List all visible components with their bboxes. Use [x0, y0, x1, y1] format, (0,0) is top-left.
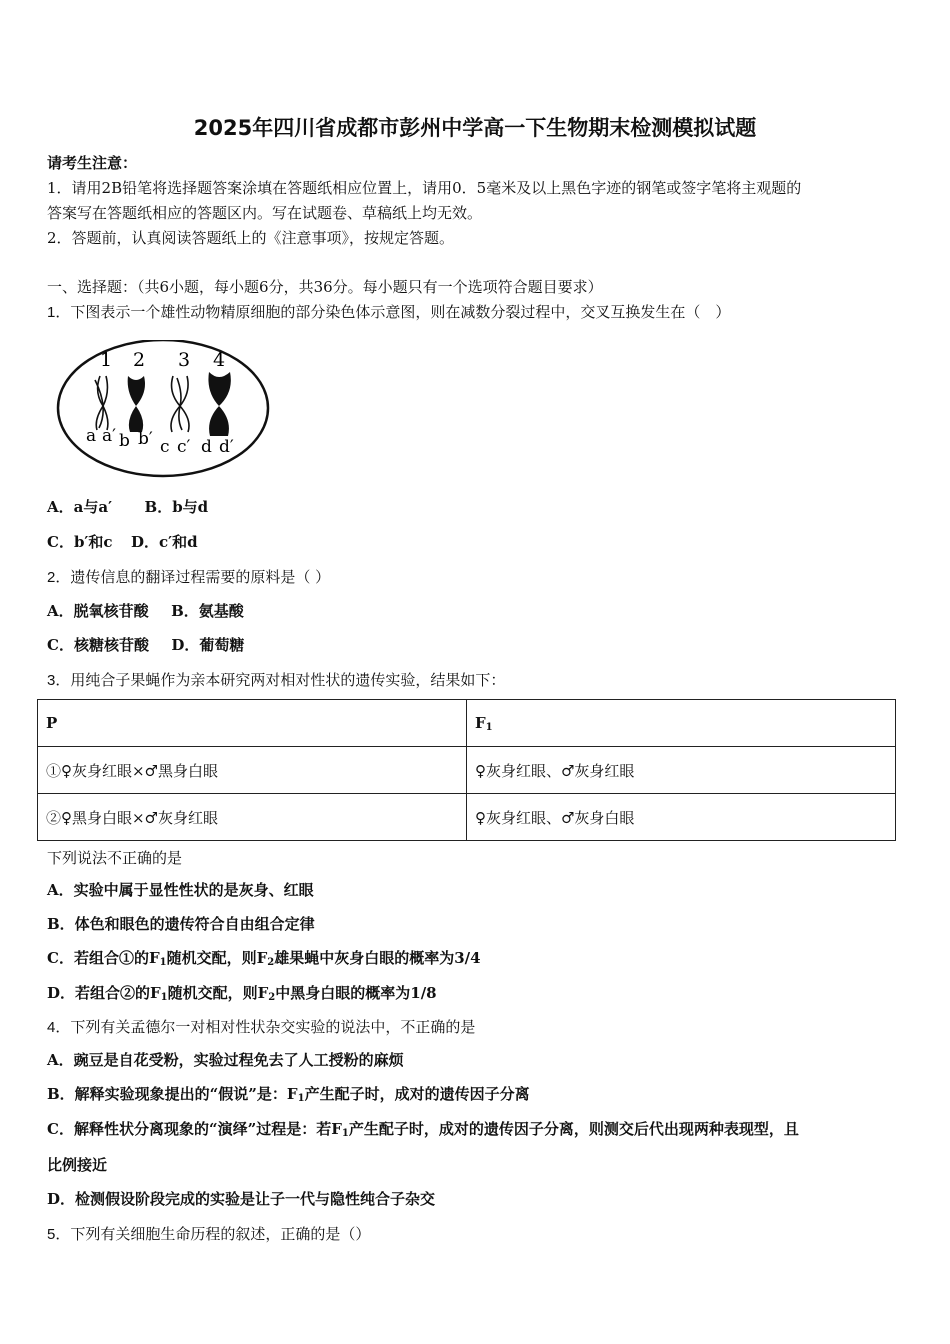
question-number: 1． — [47, 304, 71, 321]
chromosome-4 — [208, 372, 230, 436]
question-number: 2． — [47, 569, 71, 586]
question-2 — [47, 566, 330, 587]
question-stem: 下列有关细胞生命历程的叙述，正确的是（） — [70, 1225, 371, 1243]
table-header-row — [38, 700, 896, 747]
q2-option-a[interactable]: A．脱氧核苷酸 — [47, 602, 149, 620]
q3-prompt: 下列说法不正确的是 — [47, 849, 183, 867]
q3-option-b[interactable]: B．体色和眼色的遗传符合自由组合定律 — [47, 915, 315, 933]
question-stem: 下列有关孟德尔一对相对性状杂交实验的说法中，不正确的是 — [70, 1018, 476, 1036]
q1-option-b[interactable]: B．b与d — [144, 498, 209, 516]
gene-label-d: d — [201, 437, 212, 457]
chromosome-number-4: 4 — [212, 349, 226, 371]
q1-option-c[interactable]: C．b′和c — [47, 533, 113, 551]
notice-heading: 请考生注意： — [47, 154, 138, 172]
question-number: 3． — [47, 672, 71, 689]
chromosome-number-1: 1 — [99, 349, 113, 371]
chromosome-2 — [128, 376, 145, 432]
gene-label-b-prime: b′ — [138, 429, 153, 449]
chromosome-number-3: 3 — [177, 349, 191, 371]
gene-label-a: a — [86, 426, 97, 446]
section-heading: 一、选择题：（共6小题，每小题6分，共36分。每小题只有一个选项符合题目要求） — [47, 278, 603, 296]
q3-option-a[interactable]: A．实验中属于显性性状的是灰身、红眼 — [47, 881, 314, 899]
question-stem: 用纯合子果蝇作为亲本研究两对相对性状的遗传实验，结果如下： — [70, 671, 506, 689]
question-stem: 下图表示一个雄性动物精原细胞的部分染色体示意图，则在减数分裂过程中，交叉互换发生在（ ） — [70, 303, 731, 321]
gene-label-c-prime: c′ — [177, 437, 191, 457]
gene-label-b: b — [119, 431, 130, 451]
q3-option-d[interactable]: D．若组合②的$F_1$随机交配，则$F_2$中黑身白眼的概率为1/8 — [47, 984, 437, 1003]
question-stem: 遗传信息的翻译过程需要的原料是（ ） — [70, 568, 331, 586]
notice-line-2: 2．答题前，认真阅读答题纸上的《注意事项》，按规定答题。 — [47, 229, 455, 247]
q2-options-row-1 — [47, 600, 244, 621]
gene-label-d-prime: d′ — [219, 437, 234, 457]
q1-options-row-1 — [47, 496, 208, 517]
question-number: 4． — [47, 1019, 71, 1036]
table-header-p: P — [38, 700, 467, 747]
q3-option-c[interactable]: C．若组合①的$F_1$随机交配，则$F_2$雄果蝇中灰身白眼的概率为3/4 — [47, 949, 481, 968]
results-table — [37, 699, 896, 841]
table-cell-row1-f1: ♀灰身红眼、♂灰身红眼 — [467, 747, 896, 794]
table-row — [38, 747, 896, 794]
question-5 — [47, 1223, 370, 1244]
chromosome-number-2: 2 — [132, 349, 146, 371]
q2-option-d[interactable]: D．葡萄糖 — [171, 636, 245, 654]
table-cell-row1-p: ①♀灰身红眼×♂黑身白眼 — [38, 747, 467, 794]
q4-option-b[interactable]: B．解释实验现象提出的“假说”是：$F_1$产生配子时，成对的遗传因子分离 — [47, 1085, 530, 1104]
question-number: 5． — [47, 1226, 71, 1243]
gene-label-c: c — [160, 437, 170, 457]
table-cell-row2-f1: ♀灰身红眼、♂灰身白眼 — [467, 794, 896, 841]
q4-option-a[interactable]: A．豌豆是自花受粉，实验过程免去了人工授粉的麻烦 — [47, 1051, 404, 1069]
notice-line-1b: 答案写在答题纸相应的答题区内。写在试题卷、草稿纸上均无效。 — [47, 204, 483, 222]
q1-option-d[interactable]: D．c′和d — [130, 533, 198, 551]
chromosome-1 — [95, 376, 108, 430]
page-title: 2025年四川省成都市彭州中学高一下生物期末检测模拟试题 — [193, 116, 757, 140]
q1-options-row-2 — [47, 531, 198, 552]
q4-option-c-line2: 比例接近 — [47, 1156, 108, 1174]
gene-label-a-prime: a′ — [102, 426, 116, 446]
question-1 — [47, 301, 730, 322]
table-cell-row2-p: ②♀黑身白眼×♂灰身红眼 — [38, 794, 467, 841]
q4-option-c[interactable]: C．解释性状分离现象的“演绎”过程是：若$F_1$产生配子时，成对的遗传因子分离，则测交后代出现两种表现型，且 — [47, 1120, 799, 1139]
chromosome-diagram — [56, 340, 276, 480]
question-3 — [47, 669, 505, 690]
notice-line-1a: 1．请用2B铅笔将选择题答案涂填在答题纸相应位置上，请用0．5毫米及以上黑色字迹的钢笔或签字笔将主观题的 — [47, 179, 802, 197]
q2-option-c[interactable]: C．核糖核苷酸 — [47, 636, 149, 654]
q2-options-row-2 — [47, 634, 244, 655]
table-header-f1: $F_1$ — [467, 700, 896, 747]
q1-option-a[interactable]: A．a与a′ — [47, 498, 113, 516]
chromosome-3 — [171, 376, 189, 432]
question-4 — [47, 1016, 475, 1037]
q2-option-b[interactable]: B．氨基酸 — [171, 602, 244, 620]
table-row — [38, 794, 896, 841]
q4-option-d[interactable]: D．检测假设阶段完成的实验是让子一代与隐性纯合子杂交 — [47, 1190, 436, 1208]
